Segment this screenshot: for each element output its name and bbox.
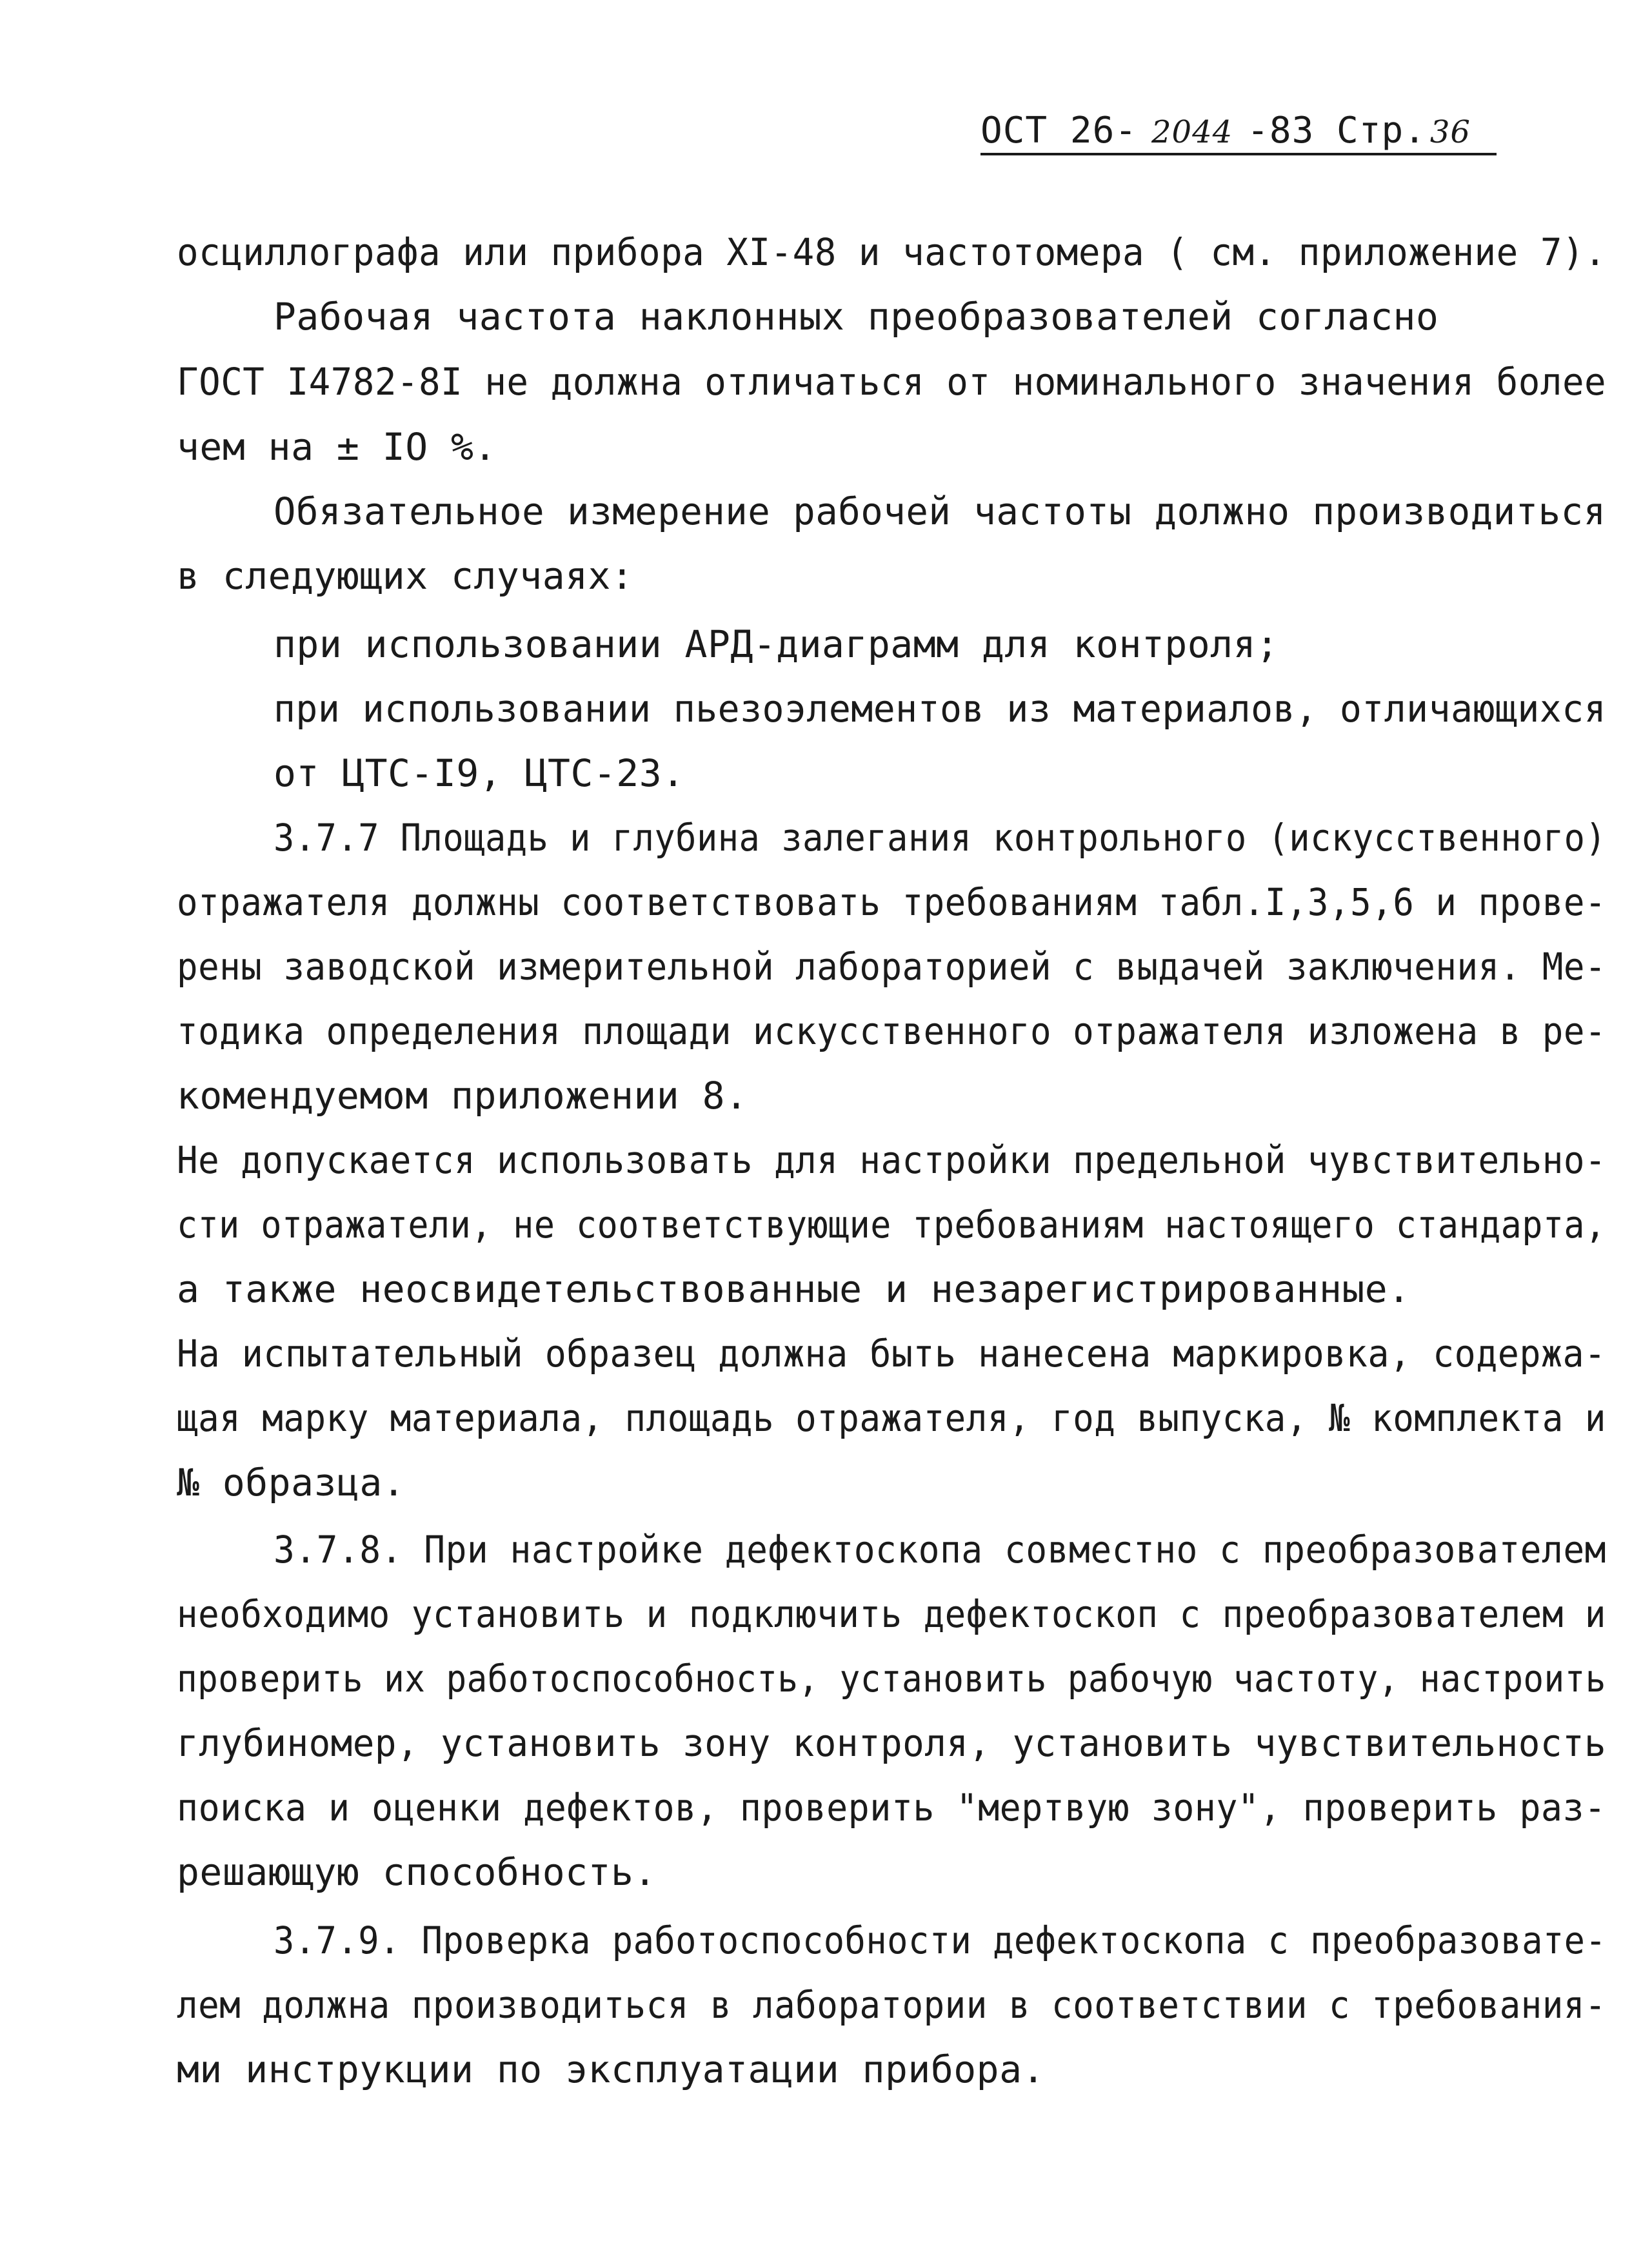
text-line: решающую способность. <box>177 1850 657 1894</box>
text-line: осциллографа или прибора XI-48 и частотомера ( см. приложение 7). <box>177 230 1607 274</box>
text-line: № образца. <box>177 1461 406 1504</box>
text-line: проверить их работоспособность, установить рабочую частоту, настроить <box>177 1657 1606 1701</box>
page-number: 36 <box>1429 114 1471 150</box>
text-line: 3.7.9. Проверка работоспособности дефектоскопа с преобразовате- <box>274 1918 1607 1962</box>
text-line: Не допускается использовать для настройки предельной чувствительно- <box>177 1138 1606 1182</box>
text-line: 3.7.8. При настройке дефектоскопа совместно с преобразователем <box>274 1528 1606 1572</box>
text-line: ГОСТ I4782-8I не должна отличаться от номинального значения более <box>177 360 1607 404</box>
text-line: сти отражатели, не соответствующие требованиям настоящего стандарта, <box>177 1203 1606 1247</box>
text-line: поиска и оценки дефектов, проверить "мертвую зону", проверить раз- <box>177 1786 1606 1829</box>
standard-prefix: ОСТ 26- <box>980 110 1138 152</box>
text-line: Обязательное измерение рабочей частоты должно производиться <box>274 489 1606 533</box>
text-line: щая марку материала, площадь отражателя, год выпуска, № комплекта и <box>177 1396 1606 1440</box>
text-line: а также неосвидетельствованные и незарегистрированные. <box>177 1267 1411 1311</box>
text-line: ми инструкции по эксплуатации прибора. <box>177 2047 1045 2091</box>
text-line: отражателя должны соответствовать требованиям табл.I,3,5,6 и прове- <box>177 880 1606 924</box>
text-line: чем на ± IO %. <box>177 425 497 469</box>
text-line: при использовании АРД-диаграмм для контроля; <box>274 622 1279 666</box>
text-line: от ЦТС-I9, ЦТС-23. <box>274 751 685 795</box>
text-line: комендуемом приложении 8. <box>177 1074 748 1118</box>
text-line: тодика определения площади искусственного отражателя изложена в ре- <box>177 1009 1606 1053</box>
text-line: 3.7.7 Площадь и глубина залегания контрольного (искусственного) <box>274 816 1607 860</box>
text-line: глубиномер, установить зону контроля, установить чувствительность <box>177 1721 1607 1765</box>
text-line: рены заводской измерительной лабораторией с выдачей заключения. Ме- <box>177 945 1606 989</box>
standard-suffix: -83 Стр. <box>1247 110 1426 152</box>
text-line: в следующих случаях: <box>177 554 634 598</box>
standard-number: 2044 <box>1151 114 1233 150</box>
page-header <box>980 110 1497 155</box>
text-line: необходимо установить и подключить дефектоскоп с преобразователем и <box>177 1592 1606 1636</box>
text-line: лем должна производиться в лаборатории в соответствии с требования- <box>177 1983 1606 2027</box>
text-line: На испытательный образец должна быть нанесена маркировка, содержа- <box>177 1332 1606 1376</box>
text-line: при использовании пьезоэлементов из материалов, отличающихся <box>274 687 1607 731</box>
text-line: Рабочая частота наклонных преобразователей согласно <box>274 295 1439 339</box>
